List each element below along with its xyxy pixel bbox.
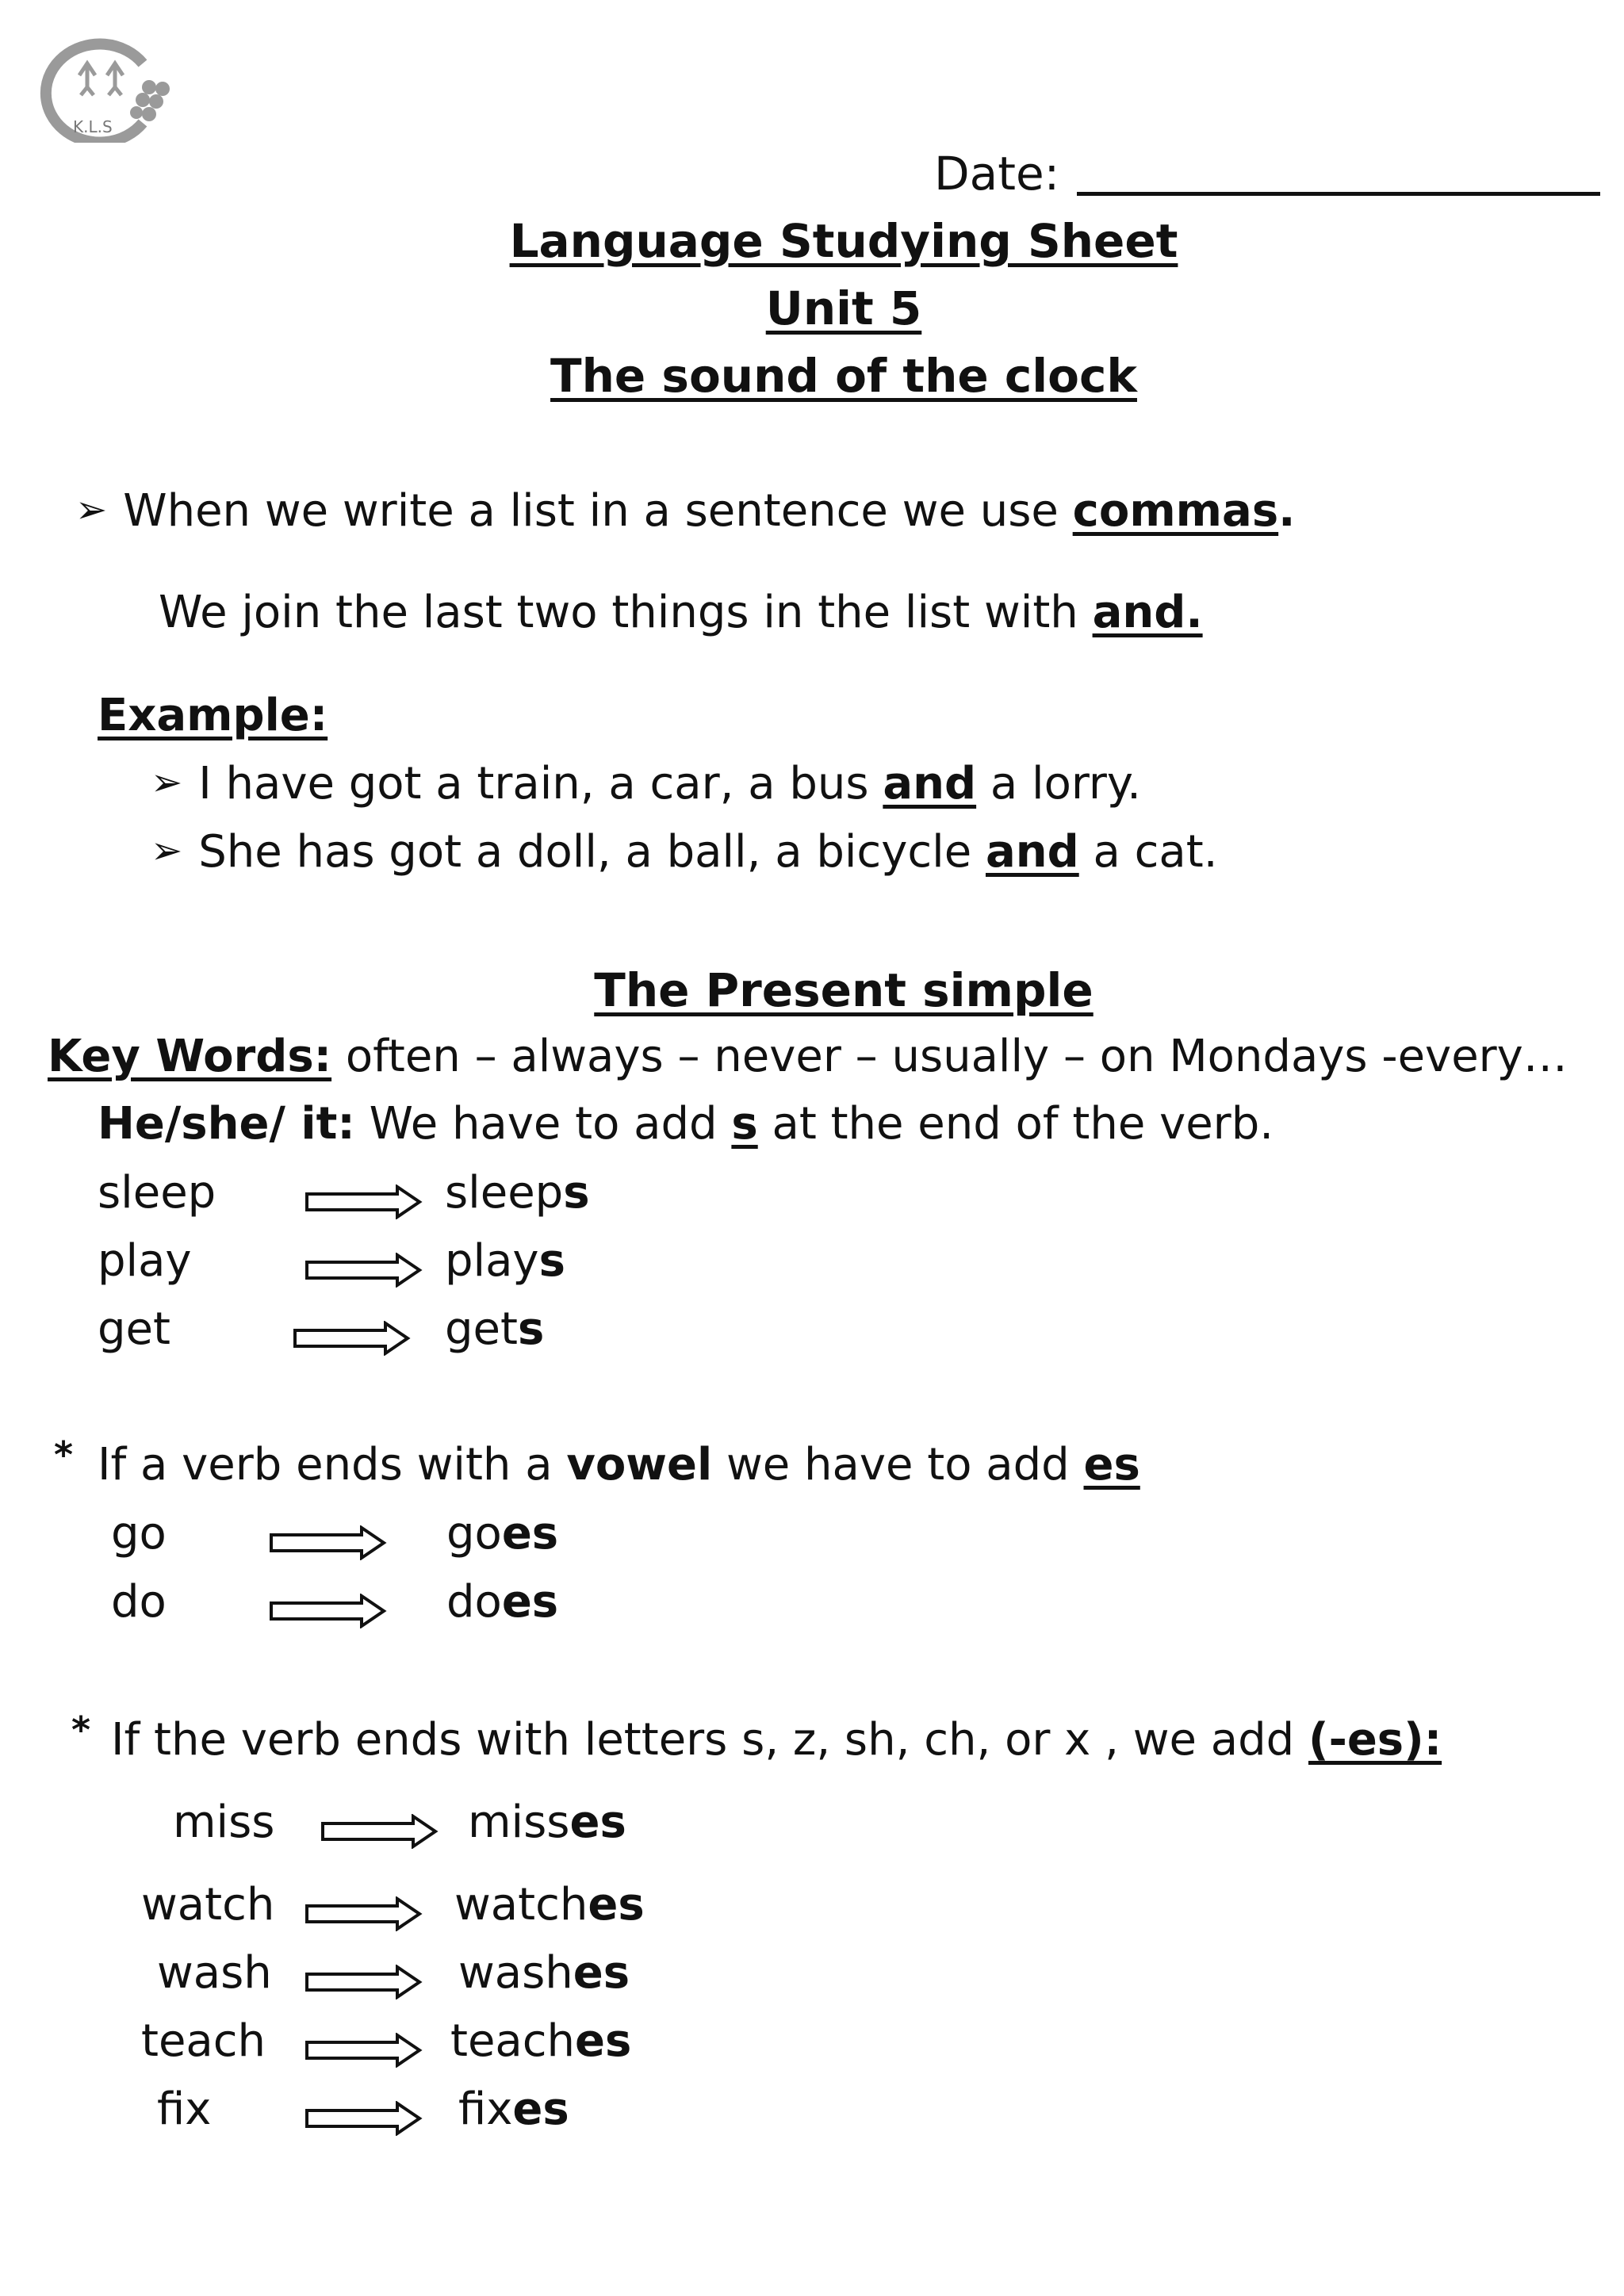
right-arrow-icon (292, 1321, 411, 1356)
verb-conjugated (450, 2015, 631, 2067)
and-rule-text: We join the last two things in the list with (159, 587, 1093, 638)
verb-suffix: es (573, 1947, 630, 1999)
commas-rule-text: When we write a list in a sentence we use (123, 485, 1073, 537)
key-words-list: often – always – never – usually – on Mondays -every… (331, 1031, 1568, 1082)
verb-stem: get (445, 1303, 518, 1355)
suffix-es: es (1083, 1439, 1140, 1490)
example-text-end: a cat. (1078, 826, 1218, 878)
present-simple-title: The Present simple (594, 963, 1094, 1017)
verb-suffix: s (563, 1167, 590, 1219)
vowel-keyword: vowel (566, 1439, 713, 1490)
star-icon: * (54, 1433, 74, 1476)
verb-stem: do (446, 1576, 502, 1628)
date-label: Date: (934, 147, 1060, 201)
example-text: She has got a doll, a ball, a bicycle (198, 826, 986, 878)
right-arrow-icon (304, 2101, 423, 2136)
verb-base: teach (141, 2015, 266, 2067)
verb-base: miss (173, 1797, 275, 1848)
right-arrow-icon (304, 1896, 423, 1931)
verb-conjugated (458, 2084, 569, 2135)
unit-title: Unit 5 (765, 281, 922, 335)
rule-text-end: at the end of the verb. (757, 1098, 1274, 1150)
suffix-s: s (731, 1098, 758, 1150)
verb-stem: miss (468, 1797, 570, 1848)
verb-suffix: es (501, 1576, 559, 1628)
verb-conjugated (458, 1947, 630, 1999)
date-blank-line[interactable] (1077, 192, 1600, 196)
example-text: I have got a train, a car, a bus (198, 758, 883, 809)
verb-stem: play (445, 1235, 539, 1287)
arrow-bullet-icon: ➢ (75, 488, 108, 532)
verb-stem: sleep (445, 1167, 564, 1219)
example-and: and (883, 758, 977, 809)
subject-label: He/she/ it: (98, 1098, 355, 1150)
verb-suffix: es (501, 1508, 559, 1559)
verb-base: sleep (98, 1167, 216, 1219)
right-arrow-icon (268, 1525, 387, 1560)
letters-rule (111, 1714, 1442, 1766)
verb-stem: go (446, 1508, 502, 1559)
lesson-title: The sound of the clock (550, 349, 1137, 403)
right-arrow-icon (304, 1253, 423, 1288)
commas-rule (75, 485, 1295, 537)
verb-suffix: s (517, 1303, 545, 1355)
example-sentence (151, 758, 1141, 809)
verb-stem: watch (454, 1879, 588, 1931)
rule-text: We have to add (354, 1098, 732, 1150)
right-arrow-icon (268, 1594, 387, 1628)
logo-initials: K.L.S (73, 117, 113, 136)
verb-base: fix (157, 2084, 212, 2135)
verb-suffix: es (512, 2084, 569, 2135)
suffix-es-label: (-es): (1308, 1714, 1442, 1766)
example-sentence (151, 826, 1218, 878)
verb-stem: teach (450, 2015, 576, 2067)
verb-conjugated (446, 1508, 558, 1559)
verb-stem: wash (458, 1947, 573, 1999)
right-arrow-icon (304, 1965, 423, 1999)
and-keyword: and. (1092, 587, 1203, 638)
example-label: Example: (98, 690, 328, 741)
commas-keyword: commas (1072, 485, 1279, 537)
key-words-label: Key Words: (48, 1031, 332, 1082)
sheet-title: Language Studying Sheet (509, 214, 1178, 268)
letters-rule-text: If the verb ends with letters s, z, sh, ch, or x , we add (111, 1714, 1308, 1766)
arrow-bullet-icon: ➢ (151, 828, 183, 873)
verb-base: get (98, 1303, 170, 1355)
star-icon: * (71, 1709, 91, 1751)
verb-suffix: s (538, 1235, 565, 1287)
school-logo (24, 32, 174, 143)
verb-base: play (98, 1235, 192, 1287)
vowel-rule-text: If a verb ends with a (98, 1439, 567, 1490)
verb-conjugated (445, 1303, 544, 1355)
right-arrow-icon (304, 2033, 423, 2068)
right-arrow-icon (320, 1814, 439, 1849)
verb-base: watch (141, 1879, 275, 1931)
verb-suffix: es (588, 1879, 645, 1931)
verb-conjugated (445, 1235, 565, 1287)
verb-stem: fix (458, 2084, 513, 2135)
verb-suffix: es (569, 1797, 626, 1848)
verb-suffix: es (575, 2015, 632, 2067)
verb-conjugated (454, 1879, 645, 1931)
commas-period: . (1278, 485, 1296, 537)
and-rule (159, 587, 1203, 638)
vowel-rule-middle: we have to add (712, 1439, 1084, 1490)
verb-conjugated (468, 1797, 626, 1848)
verb-conjugated (446, 1576, 558, 1628)
verb-conjugated (445, 1167, 590, 1219)
verb-base: go (111, 1508, 167, 1559)
right-arrow-icon (304, 1184, 423, 1219)
example-and: and (985, 826, 1079, 878)
example-text-end: a lorry. (976, 758, 1141, 809)
verb-base: do (111, 1576, 167, 1628)
vowel-rule (98, 1439, 1140, 1490)
verb-base: wash (157, 1947, 272, 1999)
arrow-bullet-icon: ➢ (151, 760, 183, 805)
third-person-rule (98, 1098, 1274, 1150)
key-words-line (48, 1031, 1568, 1082)
